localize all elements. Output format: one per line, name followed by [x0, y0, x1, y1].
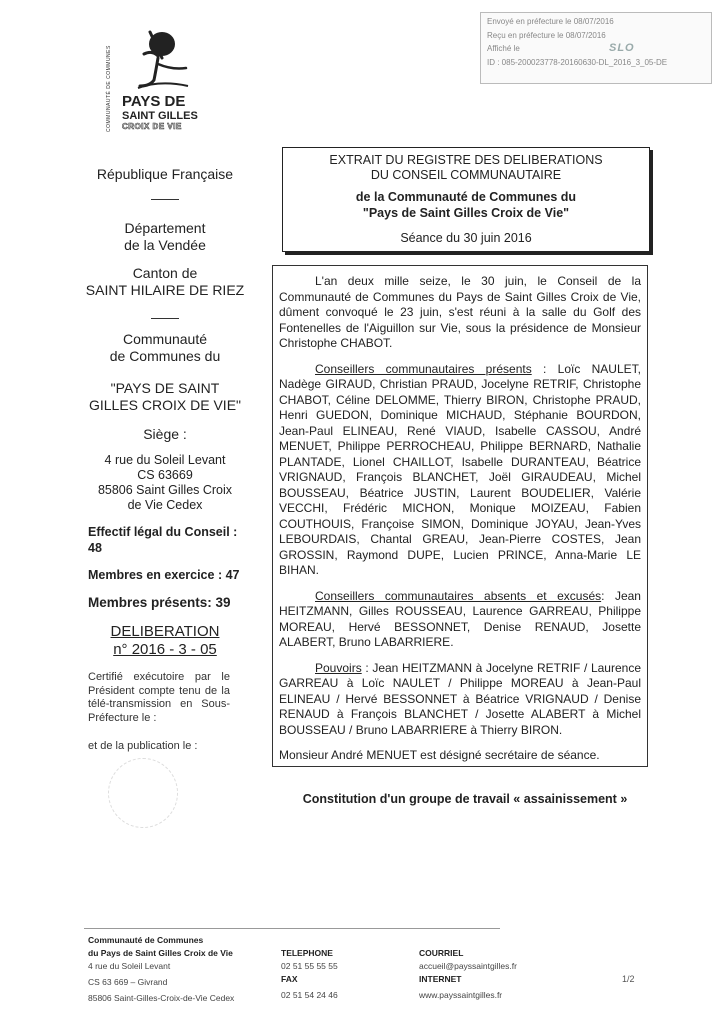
footer-org-name-1: Communauté de Communes	[88, 935, 204, 945]
footer-email-label: COURRIEL	[419, 948, 464, 958]
address-line-3: 85806 Saint Gilles Croix	[97, 483, 233, 497]
absents-label: Conseillers communautaires absents et excusés	[315, 588, 602, 603]
address-line-2: CS 63669	[137, 468, 193, 482]
pays-line-1: "PAYS DE SAINT	[110, 380, 220, 396]
stamp-posted: Affiché le	[487, 44, 520, 53]
effectif-label: Effectif légal du Conseil :	[88, 525, 238, 539]
stamp-received: Reçu en préfecture le 08/07/2016	[487, 30, 606, 40]
footer-telephone-label: TELEPHONE	[281, 948, 333, 958]
footer-telephone-value: 02 51 55 55 55	[281, 961, 338, 971]
register-header-box	[282, 147, 650, 252]
stamp-id: ID : 085-200023778-20160630-DL_2016_3_05-DE	[487, 57, 668, 67]
logo-subtitle: SAINT GILLES	[122, 110, 198, 122]
seance-date: Séance du 30 juin 2016	[400, 231, 532, 245]
separator	[70, 318, 260, 319]
pouvoirs-paragraph	[279, 661, 641, 739]
communaute-line-2: de Communes du	[109, 348, 221, 364]
footer-contact	[419, 947, 517, 1002]
ball-and-figure-logo-icon	[100, 24, 220, 94]
footer-org-name-2: du Pays de Saint Gilles Croix de Vie	[88, 948, 233, 958]
deliberation-title	[70, 623, 260, 640]
absents-paragraph	[279, 589, 641, 651]
page-number: 1/2	[622, 974, 635, 984]
deliberation-number: n° 2016 - 3 - 05	[113, 641, 217, 658]
header-line-4: "Pays de Saint Gilles Croix de Vie"	[362, 206, 570, 220]
presents-list: : Loïc NAULET, Nadège GIRAUD, Christian PRAUD, Jocelyne RETRIF, Christophe CHABOT, Céline DELOMME, Thierry BIRON, Christophe PRAUD, Henri GUEDON, Dominique MICHAUD, Stéphanie BOURDON, Jean-Paul ELINEAU, René VIAUD, Isabelle CASSOU, André MENUET, Philippe PERROCHEAU, Philippe BERNARD, Nathalie PLANTADE, Lionel CHAILLOT, Isabelle DURANTEAU, Béatrice VRIGNAUD, François BLANCHET, Joël GIRAUDEAU, Michel BOUSSEAU, Béatrice JUSTIN, Laurent BOUDELIER, Valérie VECCHI, Frédéric MICHON, Monique MOIZEAU, Fabien COUTHOUIS, Françoise SIMON, Dominique JOYAU, Jean-Yves LEBOURDAIS, Chantal GREAU, Jean-Pierre COSTES, Jean GROSSIN, Raymond DUPE, Lucien PRINCE, Anna-Marie LE BIHAN.	[279, 361, 641, 577]
footer-email-value[interactable]: accueil@payssaintgilles.fr	[419, 961, 517, 971]
membres-presents: Membres présents: 39	[88, 595, 231, 610]
faint-seal	[108, 758, 178, 828]
footer-address-2: CS 63 669 – Givrand	[88, 977, 168, 987]
deliberation-subject: Constitution d'un groupe de travail « assainissement »	[302, 792, 628, 806]
footer-rule	[84, 928, 500, 929]
prefecture-stamp	[480, 12, 712, 84]
logo-vertical-text: COMMUNAUTÉ DE COMMUNES	[106, 45, 112, 132]
footer-organisation	[88, 934, 234, 1005]
address-line-4: de Vie Cedex	[127, 498, 203, 512]
header-line-3: de la Communauté de Communes du	[355, 190, 577, 204]
footer-internet-label: INTERNET	[419, 974, 462, 984]
presents-label: Conseillers communautaires présents	[315, 361, 532, 376]
deliberation-label: DELIBERATION	[110, 623, 220, 640]
footer-address-3: 85806 Saint-Gilles-Croix-de-Vie Cedex	[88, 993, 235, 1003]
departement-line-1: Département	[124, 220, 206, 236]
stamp-slo-mark: SLO	[609, 42, 635, 54]
footer-website-value[interactable]: www.payssaintgilles.fr	[419, 990, 503, 1000]
logo	[100, 24, 220, 136]
absents-list: : Jean HEITZMANN, Gilles ROUSSEAU, Laurence GARREAU, Philippe MOREAU, Hervé BESSONNET, Denise RENAUD, Josette ALABERT, Bruno LABARRIERE.	[279, 588, 641, 649]
effectif-value: 48	[88, 541, 102, 555]
pouvoirs-list: : Jean HEITZMANN à Jocelyne RETRIF / Laurence GARREAU à Loïc NAULET / Philippe MOREAU à Jean-Paul ELINEAU / Hervé BESSONNET à Béatrice VRIGNAUD / Denise RENAUD à François BLANCHET / Josette ALABERT à Michel BOUSSEAU / Bruno LABARRIERE à Thierry BIRON.	[279, 660, 641, 737]
communaute-line-1: Communauté	[122, 331, 208, 347]
intro-paragraph: L'an deux mille seize, le 30 juin, le Conseil de la Communauté de Communes du Pays de Saint Gilles Croix de Vie, dûment convoqué le 23 juin, s'est réuni à la salle du Golf des Fontenelles de l'Aiguillon sur Vie, sous la présidence de Monsieur Christophe CHABOT.	[279, 274, 641, 350]
canton-line-2: SAINT HILAIRE DE RIEZ	[85, 282, 245, 298]
deliberation-number-row	[70, 641, 260, 658]
departement-line-2: de la Vendée	[124, 237, 206, 253]
certification-text: Certifié exécutoire par le Président compte tenu de la télé-transmission en Sous-Préfecture le :	[88, 671, 230, 724]
footer-address-1: 4 rue du Soleil Levant	[88, 961, 171, 971]
presents-paragraph	[279, 362, 641, 579]
footer-fax-value: 02 51 54 24 46	[281, 990, 338, 1000]
pouvoirs-label: Pouvoirs	[315, 660, 362, 675]
logo-subtitle-2: CROIX DE VIE	[122, 122, 182, 131]
canton-line-1: Canton de	[132, 265, 198, 281]
republique-label: République Française	[96, 166, 234, 182]
header-line-2: DU CONSEIL COMMUNAUTAIRE	[370, 167, 562, 182]
separator	[70, 199, 260, 200]
address-line-1: 4 rue du Soleil Levant	[104, 453, 226, 467]
secretaire-paragraph: Monsieur André MENUET est désigné secrétaire de séance.	[279, 748, 600, 762]
stamp-sent: Envoyé en préfecture le 08/07/2016	[487, 17, 614, 26]
siege-label: Siège :	[143, 426, 187, 442]
pays-line-2: GILLES CROIX DE VIE"	[88, 397, 242, 413]
header-line-1: EXTRAIT DU REGISTRE DES DELIBERATIONS	[329, 153, 603, 167]
footer-fax-label: FAX	[281, 974, 298, 984]
footer-phone-fax	[281, 947, 338, 1002]
logo-title: PAYS DE	[122, 93, 186, 110]
publication-text: et de la publication le :	[88, 740, 198, 752]
deliberation-body-box	[272, 265, 648, 767]
membres-exercice: Membres en exercice : 47	[88, 568, 240, 582]
